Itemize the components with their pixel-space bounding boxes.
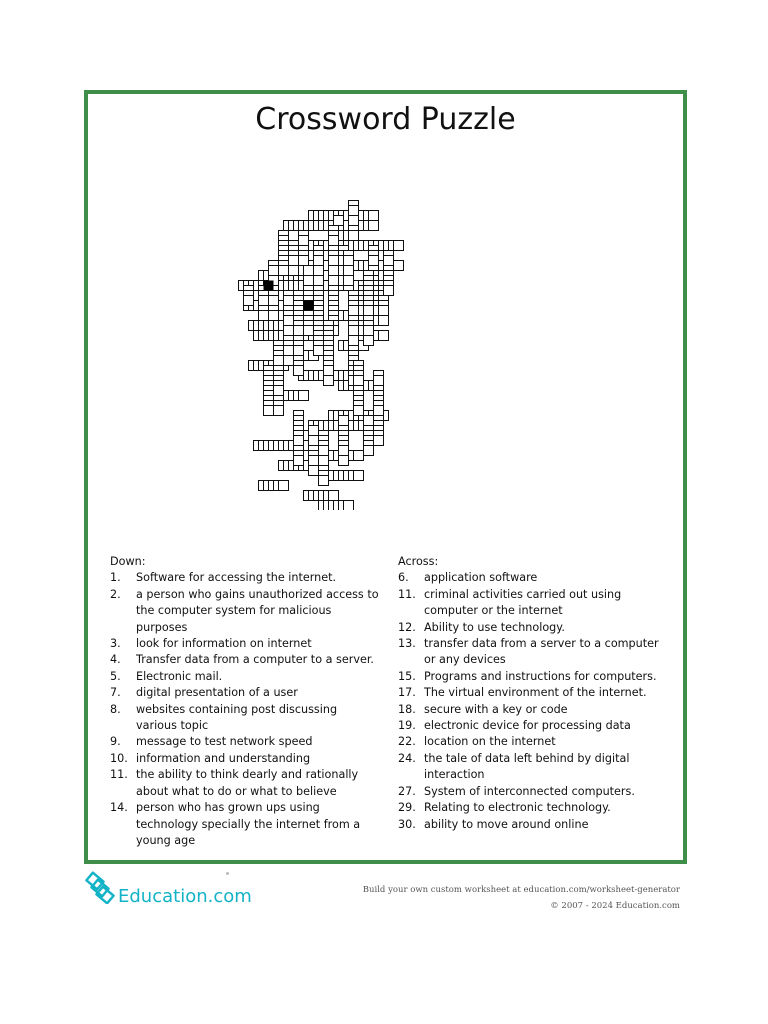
down-clue-text: digital presentation of a user xyxy=(136,686,298,700)
grid-cell[interactable] xyxy=(264,406,274,416)
grid-cell[interactable] xyxy=(279,266,289,276)
down-clue xyxy=(110,751,380,767)
across-clue-number: 24. xyxy=(398,751,416,765)
black-cell xyxy=(264,281,274,291)
across-clue xyxy=(398,800,668,816)
across-clue-text: location on the internet xyxy=(424,735,556,749)
across-clue xyxy=(398,620,668,636)
grid-cell[interactable] xyxy=(364,416,374,426)
down-clue xyxy=(110,636,380,652)
grid-cell[interactable] xyxy=(344,266,354,276)
across-clue-text: transfer data from a server to a computer or any devices xyxy=(424,637,659,667)
down-clue-text: person who has grown ups using technology specially the internet from a young age xyxy=(136,801,361,847)
across-clue xyxy=(398,702,668,718)
grid-cell[interactable] xyxy=(269,296,279,306)
down-clue xyxy=(110,800,380,849)
grid-cell[interactable] xyxy=(299,391,309,401)
across-clue-text: Ability to use technology. xyxy=(424,620,565,634)
across-clue xyxy=(398,817,668,833)
page-title: Crossword Puzzle xyxy=(255,102,516,137)
across-clue xyxy=(398,685,668,701)
grid-cell[interactable] xyxy=(284,316,294,326)
across-clue-text: secure with a key or code xyxy=(424,702,568,716)
grid-cell[interactable] xyxy=(299,256,309,266)
grid-cell[interactable] xyxy=(294,456,304,466)
grid-cell[interactable] xyxy=(299,236,309,246)
grid-cell[interactable] xyxy=(349,206,359,216)
grid-cell[interactable] xyxy=(269,266,279,276)
down-clue-text: the ability to think dearly and rationally about what to do or what to believe xyxy=(136,768,359,798)
grid-cell[interactable] xyxy=(319,476,329,486)
grid-cell[interactable] xyxy=(349,326,359,336)
grid-cell[interactable] xyxy=(274,386,284,396)
grid-cell[interactable] xyxy=(364,306,374,316)
down-clue-number: 1. xyxy=(110,571,121,585)
grid-cell[interactable] xyxy=(259,296,269,306)
grid-cell[interactable] xyxy=(349,336,359,346)
down-clue-number: 14. xyxy=(110,801,128,815)
grid-cell[interactable] xyxy=(354,406,364,416)
grid-cell[interactable] xyxy=(364,336,374,346)
down-clue xyxy=(110,734,380,750)
across-clue-text: criminal activities carried out using computer or the internet xyxy=(424,587,622,618)
across-clue-text: Programs and instructions for computers. xyxy=(424,669,657,683)
down-clue-text: information and understanding xyxy=(136,751,311,765)
down-clue-number: 5. xyxy=(110,669,121,683)
across-clue-text: Relating to electronic technology. xyxy=(424,801,611,815)
down-clue-number: 9. xyxy=(110,735,121,749)
grid-cell[interactable] xyxy=(374,436,384,446)
grid-cell[interactable] xyxy=(284,326,294,336)
grid-cell[interactable] xyxy=(314,266,324,276)
grid-cell[interactable] xyxy=(244,296,254,306)
down-clue-text: a person who gains unauthorized access to the computer system for malicious purposes xyxy=(136,587,379,634)
grid-cell[interactable] xyxy=(279,481,289,491)
grid-cell[interactable] xyxy=(329,491,339,501)
grid-cell[interactable] xyxy=(314,256,324,266)
down-clue xyxy=(110,702,380,735)
across-clue-number: 17. xyxy=(398,686,416,700)
across-clue-number: 22. xyxy=(398,735,416,749)
grid-cell[interactable] xyxy=(284,346,294,356)
across-clue xyxy=(398,734,668,750)
down-clue-text: Software for accessing the internet. xyxy=(136,571,337,585)
grid-cell[interactable] xyxy=(374,406,384,416)
grid-cell[interactable] xyxy=(304,326,314,336)
across-clue xyxy=(398,570,668,586)
grid-cell[interactable] xyxy=(334,216,344,226)
down-clue-text: websites containing post discussing various topic xyxy=(136,702,338,733)
across-clue-number: 13. xyxy=(398,637,416,651)
across-clue-number: 29. xyxy=(398,801,416,815)
down-clue xyxy=(110,669,380,685)
grid-cell[interactable] xyxy=(384,286,394,296)
grid-cell[interactable] xyxy=(284,356,294,366)
grid-cell[interactable] xyxy=(294,436,304,446)
footer-copyright: © 2007 - 2024 Education.com xyxy=(550,901,680,911)
across-clue-text: System of interconnected computers. xyxy=(424,784,635,798)
across-clue-text: electronic device for processing data xyxy=(424,719,631,733)
across-clue xyxy=(398,784,668,800)
grid-cell[interactable] xyxy=(309,456,319,466)
across-clue-text: application software xyxy=(424,571,538,585)
down-clue xyxy=(110,570,380,586)
education-logo-icon xyxy=(82,870,116,904)
down-clue-number: 8. xyxy=(110,702,121,716)
down-clues xyxy=(110,554,380,849)
across-clue-text: The virtual environment of the internet. xyxy=(424,686,647,700)
across-clue-text: the tale of data left behind by digital interaction xyxy=(424,751,630,782)
grid-cell[interactable] xyxy=(339,456,349,466)
grid-cell[interactable] xyxy=(294,346,304,356)
grid-cell[interactable] xyxy=(314,346,324,356)
grid-cell[interactable] xyxy=(329,266,339,276)
grid-cell[interactable] xyxy=(354,471,364,481)
grid-cell[interactable] xyxy=(369,211,379,221)
grid-cell[interactable] xyxy=(364,326,374,336)
grid-cell[interactable] xyxy=(304,276,314,286)
grid-cell[interactable] xyxy=(344,276,354,286)
grid-cell[interactable] xyxy=(344,501,354,511)
grid-cell[interactable] xyxy=(294,366,304,376)
down-clue-text: message to test network speed xyxy=(136,735,313,749)
grid-cell[interactable] xyxy=(274,356,284,366)
across-clue-number: 15. xyxy=(398,669,416,683)
grid-cell[interactable] xyxy=(294,326,304,336)
across-clue xyxy=(398,751,668,784)
grid-cell[interactable] xyxy=(349,216,359,226)
logo-text: Education.com xyxy=(118,886,252,907)
grid-cell[interactable] xyxy=(344,256,354,266)
grid-cell[interactable] xyxy=(319,456,329,466)
decorative-dot xyxy=(226,872,229,875)
grid-cell[interactable] xyxy=(379,316,389,326)
crossword-grid xyxy=(228,190,558,510)
grid-cell[interactable] xyxy=(374,376,384,386)
grid-cell[interactable] xyxy=(379,306,389,316)
grid-cell[interactable] xyxy=(339,416,349,426)
grid-cell[interactable] xyxy=(289,266,299,276)
grid-cell[interactable] xyxy=(309,436,319,446)
grid-cell[interactable] xyxy=(329,236,339,246)
across-clues xyxy=(398,554,668,833)
down-heading: Down: xyxy=(110,555,146,568)
crossword-grid-svg xyxy=(228,190,558,510)
grid-cell[interactable] xyxy=(314,276,324,286)
grid-cell[interactable] xyxy=(329,256,339,266)
grid-cell[interactable] xyxy=(354,451,364,461)
grid-cell[interactable] xyxy=(339,446,349,456)
grid-cell[interactable] xyxy=(284,296,294,306)
across-clue-number: 27. xyxy=(398,784,416,798)
grid-cell[interactable] xyxy=(384,256,394,266)
grid-cell[interactable] xyxy=(324,376,334,386)
across-clue xyxy=(398,718,668,734)
grid-cell[interactable] xyxy=(259,311,269,321)
down-clue-text: Transfer data from a computer to a server. xyxy=(136,653,374,667)
down-clue-text: Electronic mail. xyxy=(136,669,223,683)
grid-cell[interactable] xyxy=(319,446,329,456)
down-clue-text: look for information on internet xyxy=(136,637,312,651)
across-clue-text: ability to move around online xyxy=(424,817,589,831)
across-clue-number: 30. xyxy=(398,817,416,831)
grid-cell[interactable] xyxy=(364,446,374,456)
grid-cell[interactable] xyxy=(394,241,404,251)
across-clue-number: 18. xyxy=(398,702,416,716)
across-clue xyxy=(398,669,668,685)
black-cell xyxy=(304,301,314,311)
grid-cell[interactable] xyxy=(394,261,404,271)
grid-cell[interactable] xyxy=(354,271,364,281)
down-clue-number: 2. xyxy=(110,587,121,601)
worksheet-frame xyxy=(84,90,687,864)
across-clue-number: 6. xyxy=(398,571,409,585)
grid-cell[interactable] xyxy=(349,231,359,241)
down-clue-number: 4. xyxy=(110,653,121,667)
across-clue-number: 12. xyxy=(398,620,416,634)
grid-cell[interactable] xyxy=(379,331,389,341)
grid-cell[interactable] xyxy=(309,426,319,436)
grid-cell[interactable] xyxy=(304,266,314,276)
grid-cell[interactable] xyxy=(369,256,379,266)
down-clue xyxy=(110,652,380,668)
down-clue-number: 7. xyxy=(110,686,121,700)
across-clue-number: 19. xyxy=(398,719,416,733)
down-clue xyxy=(110,685,380,701)
across-clue xyxy=(398,587,668,620)
down-clue-number: 10. xyxy=(110,751,128,765)
grid-cell[interactable] xyxy=(324,366,334,376)
grid-cell[interactable] xyxy=(354,376,364,386)
across-clue xyxy=(398,636,668,669)
grid-cell[interactable] xyxy=(289,256,299,266)
down-clue-number: 11. xyxy=(110,768,128,782)
education-logo[interactable] xyxy=(82,870,252,910)
down-clue xyxy=(110,587,380,636)
across-clue-number: 11. xyxy=(398,587,416,601)
grid-cell[interactable] xyxy=(369,221,379,231)
grid-cell[interactable] xyxy=(274,406,284,416)
down-clue-number: 3. xyxy=(110,637,121,651)
footer-credits xyxy=(363,882,680,914)
footer-generator-link[interactable]: Build your own custom worksheet at education.com/worksheet-generator xyxy=(362,885,680,895)
down-clue xyxy=(110,767,380,800)
across-heading: Across: xyxy=(398,555,439,568)
grid-cell[interactable] xyxy=(349,306,359,316)
grid-cell[interactable] xyxy=(309,466,319,476)
grid-cell[interactable] xyxy=(329,276,339,286)
grid-cell[interactable] xyxy=(269,311,279,321)
